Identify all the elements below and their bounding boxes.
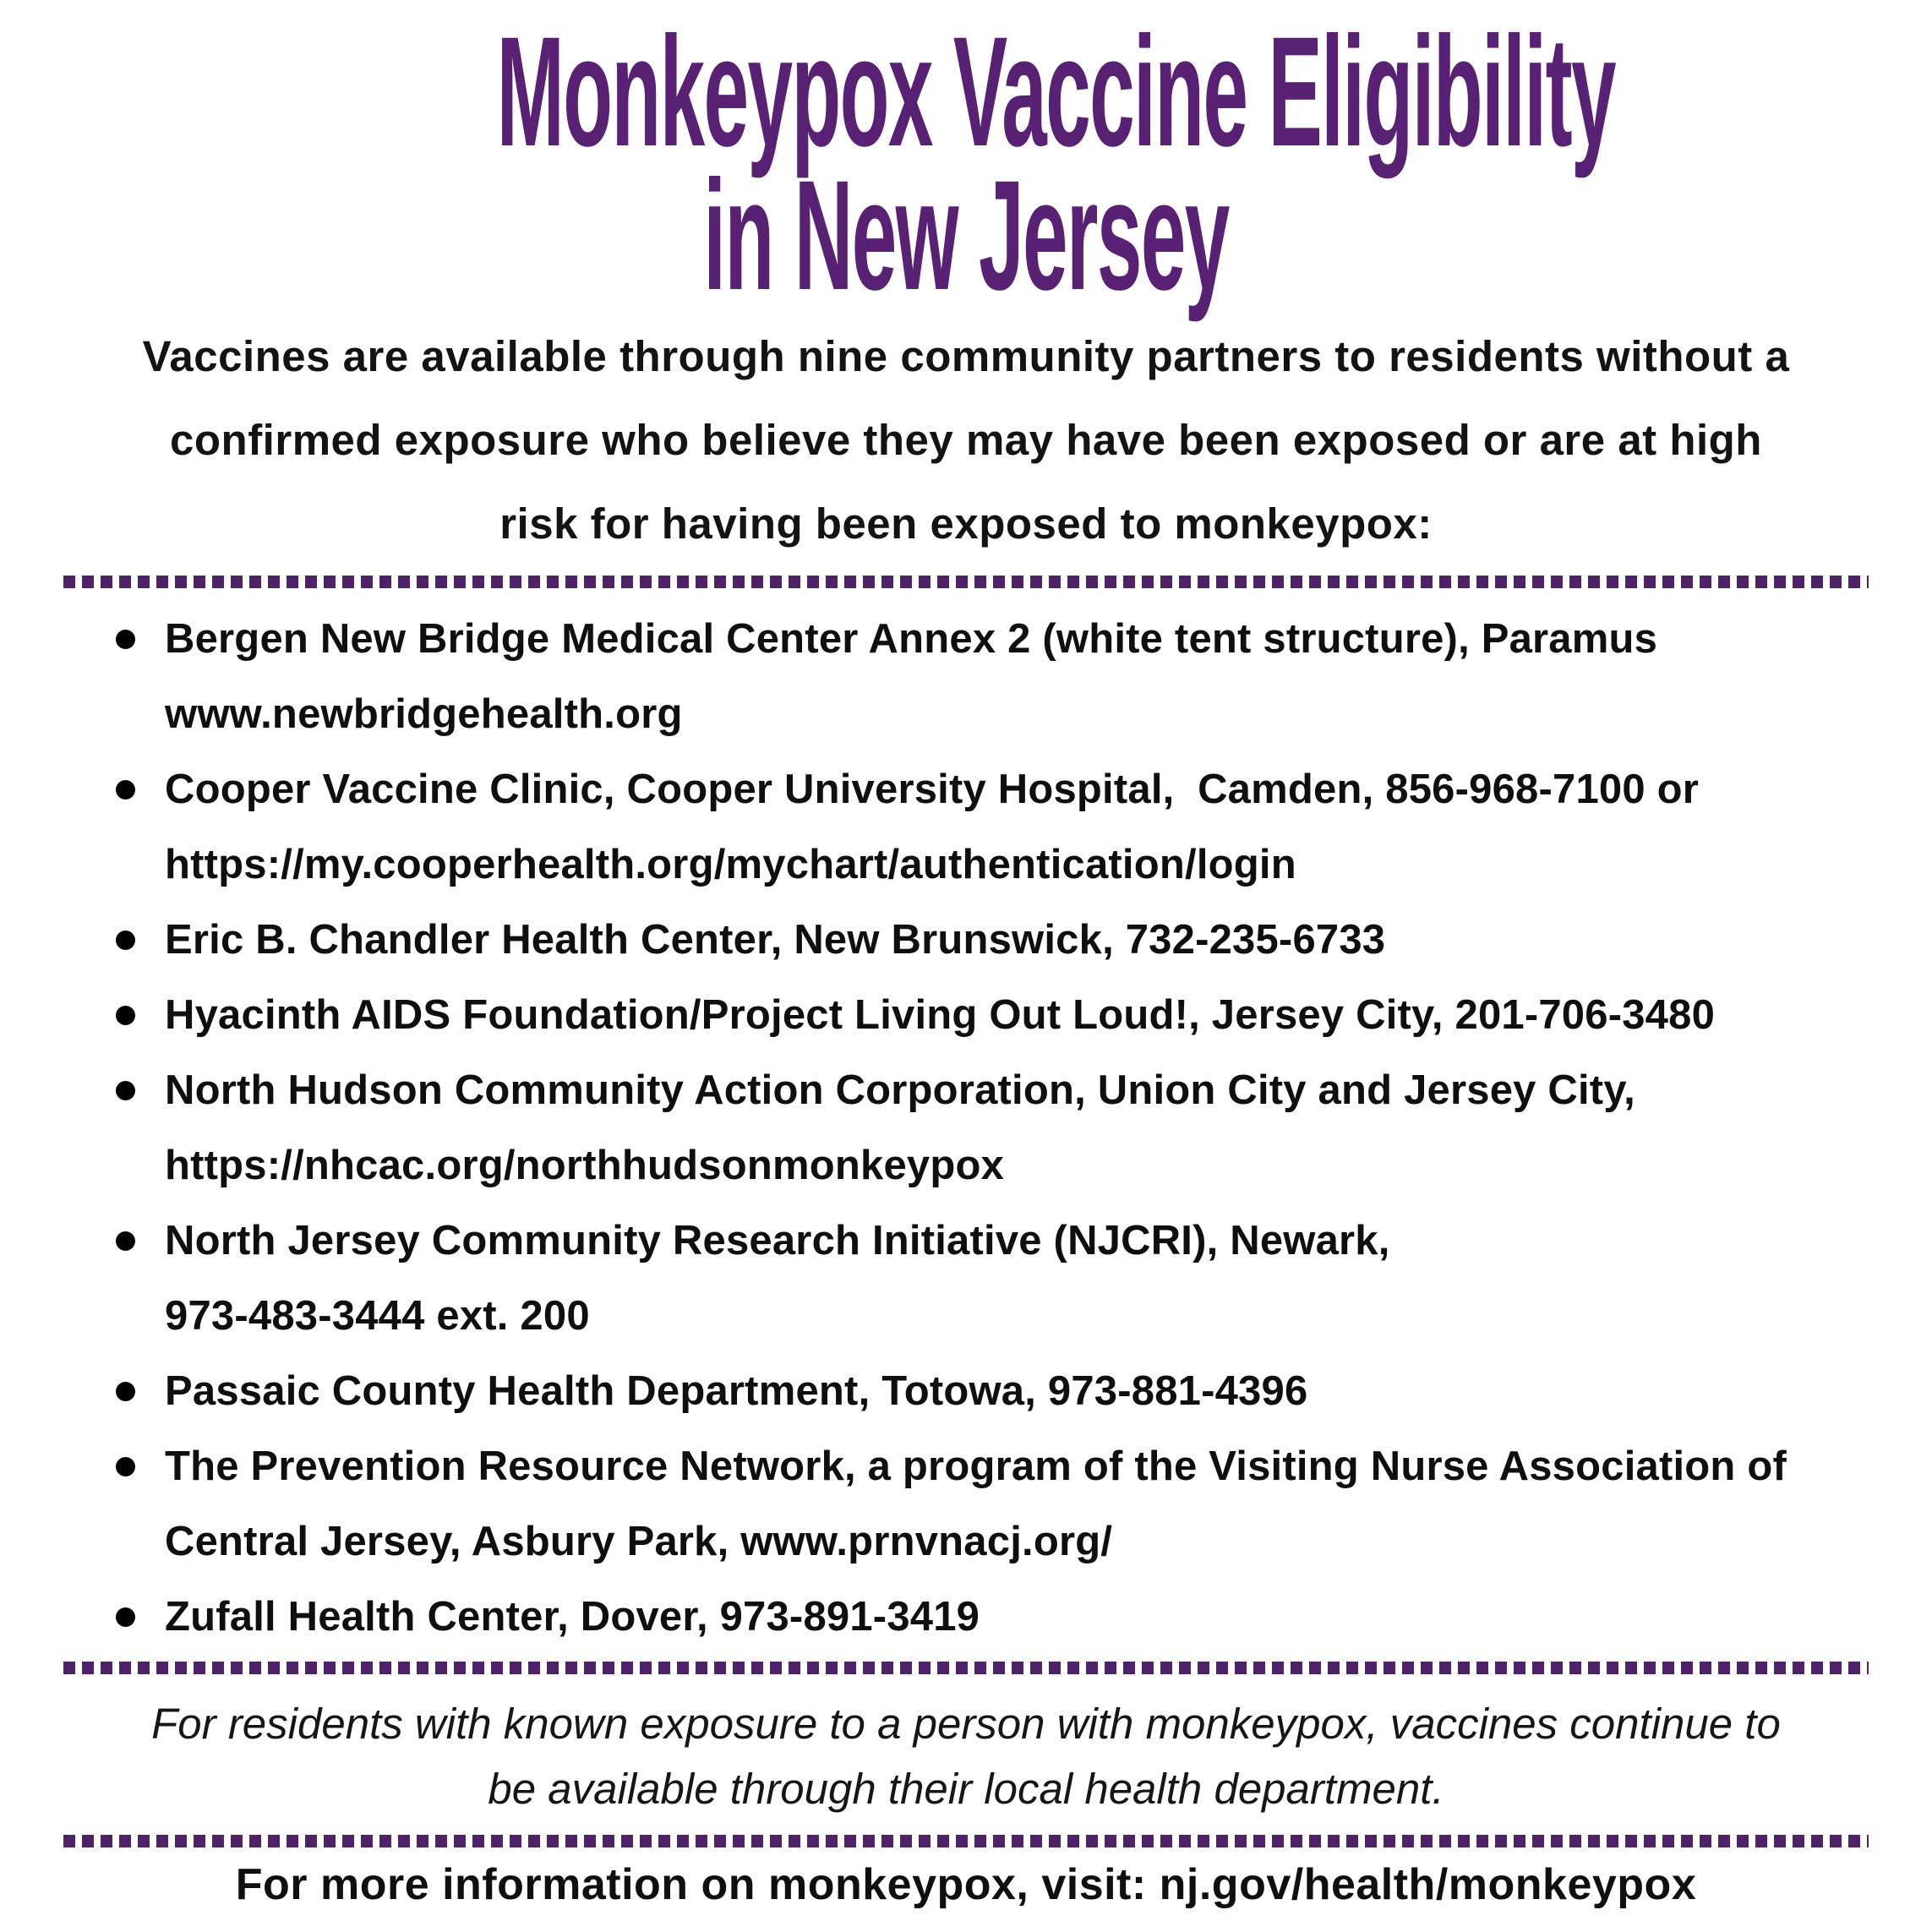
- list-item: Passaic County Health Department, Totowa, 973-881-4396: [63, 1354, 1869, 1429]
- list-item: North Jersey Community Research Initiative (NJCRI), Newark, 973-483-3444 ext. 200: [63, 1203, 1869, 1354]
- partner-list: [63, 602, 1869, 1655]
- list-item: Hyacinth AIDS Foundation/Project Living Out Loud!, Jersey City, 201-706-3480: [63, 978, 1869, 1053]
- list-item: Eric B. Chandler Health Center, New Brunswick, 732-235-6733: [63, 903, 1869, 978]
- page-title: Monkeypox Vaccine Eligibility in New Jersey: [496, 5, 1615, 323]
- list-item: Zufall Health Center, Dover, 973-891-3419: [63, 1580, 1869, 1655]
- list-item: Bergen New Bridge Medical Center Annex 2 (white tent structure), Paramus www.newbridgehealth.org: [63, 602, 1869, 752]
- dotted-divider-top: [63, 576, 1869, 588]
- exposure-note: For residents with known exposure to a person with monkeypox, vaccines continue to be available through their local health department.: [151, 1700, 1781, 1813]
- list-item: Cooper Vaccine Clinic, Cooper University Hospital, Camden, 856-968-7100 or https://my.cooperhealth.org/mychart/authentication/login: [63, 752, 1869, 903]
- list-item: The Prevention Resource Network, a program of the Visiting Nurse Association of Central Jersey, Asbury Park, www.prnvnacj.org/: [63, 1429, 1869, 1580]
- dotted-divider-bottom: [63, 1835, 1869, 1847]
- footer-text: For more information on monkeypox, visit: nj.gov/health/monkeypox: [235, 1860, 1697, 1909]
- list-item: North Hudson Community Action Corporation, Union City and Jersey City, https://nhcac.org/northhudsonmonkeypox: [63, 1053, 1869, 1203]
- dotted-divider-middle: [63, 1662, 1869, 1674]
- intro-text: Vaccines are available through nine community partners to residents without a confirmed exposure who believe they may have been exposed or are at high risk for having been exposed to monkeypox:: [142, 332, 1790, 548]
